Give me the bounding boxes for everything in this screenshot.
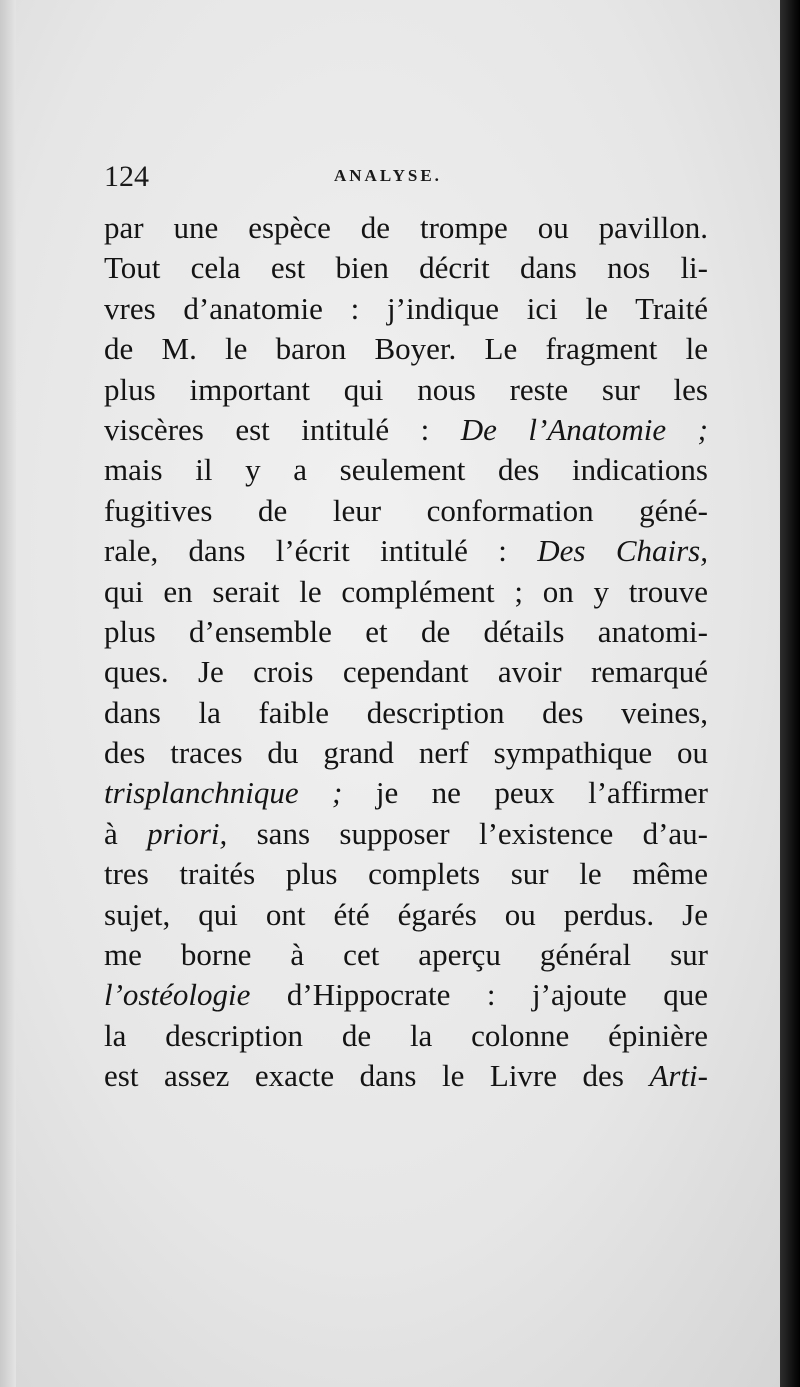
body-text (104, 208, 708, 1097)
text-line (104, 773, 708, 813)
text-segment: à (104, 815, 148, 851)
page-gutter (0, 0, 16, 1387)
text-line (104, 1056, 708, 1096)
text-segment: fugitives de leur conformation géné- (104, 492, 708, 528)
text-segment: tres traités plus complets sur le même (104, 856, 708, 892)
page-number: 124 (104, 160, 149, 193)
text-segment: plus important qui nous reste sur les (104, 371, 708, 407)
text-segment: sujet, qui ont été égarés ou perdus. Je (104, 896, 708, 932)
text-segment: rale, dans l’écrit intitulé : (104, 533, 538, 569)
text-segment: d’Hippocrate : j’ajoute que (250, 977, 708, 1013)
text-segment: des traces du grand nerf sympathique ou (104, 735, 708, 771)
text-line (104, 329, 708, 369)
text-line (104, 370, 708, 410)
text-segment: Tout cela est bien décrit dans nos li- (104, 250, 708, 286)
text-line (104, 854, 708, 894)
italic-text: Arti- (649, 1058, 708, 1094)
text-line (104, 693, 708, 733)
text-segment: ques. Je crois cependant avoir remarqué (104, 654, 708, 690)
text-line (104, 612, 708, 652)
text-segment: vres d’anatomie : j’indique ici le Traité (104, 290, 708, 326)
text-segment: qui en serait le complément ; on y trouve (104, 573, 708, 609)
text-segment: sans supposer l’existence d’au- (227, 815, 708, 851)
text-line (104, 733, 708, 773)
text-line (104, 450, 708, 490)
section-title: ANALYSE. (334, 166, 442, 185)
text-line (104, 1016, 708, 1056)
text-segment: plus d’ensemble et de détails anatomi- (104, 613, 708, 649)
text-segment: de M. le baron Boyer. Le fragment le (104, 331, 708, 367)
text-line (104, 652, 708, 692)
text-line (104, 975, 708, 1015)
text-line (104, 935, 708, 975)
text-segment: la description de la colonne épinière (104, 1017, 708, 1053)
text-segment: me borne à cet aperçu général sur (104, 937, 708, 973)
text-segment: par une espèce de trompe ou pavillon. (104, 210, 708, 245)
italic-text: priori, (147, 815, 228, 851)
text-line (104, 531, 708, 571)
text-line (104, 572, 708, 612)
text-line (104, 289, 708, 329)
text-line (104, 248, 708, 288)
text-segment: dans la faible description des veines, (104, 694, 708, 730)
text-segment: mais il y a seulement des indications (104, 452, 708, 488)
italic-text: l’ostéologie (104, 977, 251, 1013)
text-line (104, 208, 708, 248)
text-line (104, 895, 708, 935)
italic-text: Des Chairs, (537, 533, 709, 569)
page-edge-shadow (780, 0, 800, 1387)
text-segment: viscères est intitulé : (104, 411, 461, 447)
text-segment: est assez exacte dans le Livre des (104, 1058, 650, 1094)
italic-text: De l’Anatomie ; (460, 411, 709, 447)
running-head (104, 160, 704, 200)
text-line (104, 410, 708, 450)
text-line (104, 814, 708, 854)
text-line (104, 491, 708, 531)
text-segment: je ne peux l’affirmer (342, 775, 708, 811)
italic-text: trisplanchnique ; (104, 775, 343, 811)
